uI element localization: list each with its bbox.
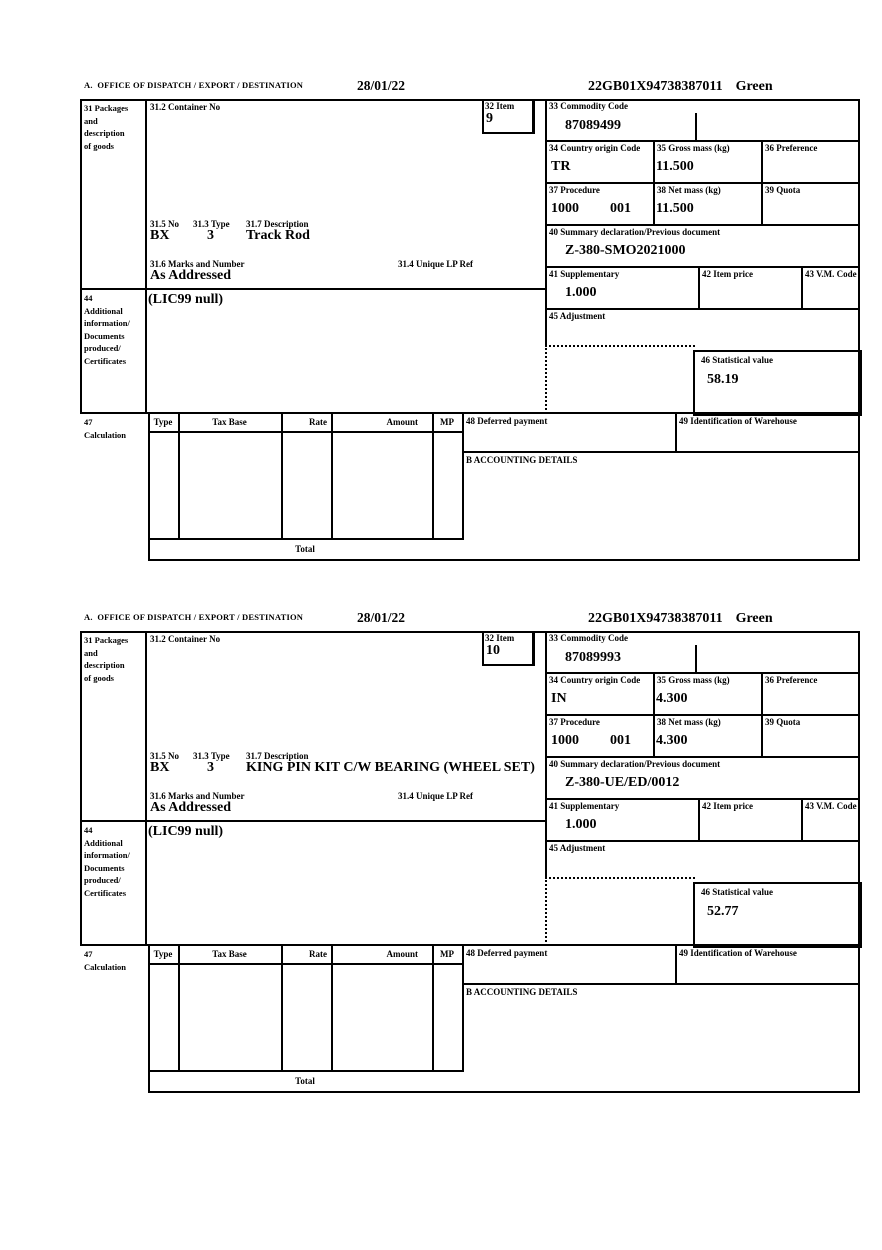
box42-43-divider — [801, 798, 803, 842]
box38-label: 38 Net mass (kg) — [657, 185, 721, 195]
accounting-details-label: B ACCOUNTING DETAILS — [466, 455, 578, 465]
table-header-divider — [148, 963, 462, 965]
gross-mass-value: 11.500 — [656, 159, 694, 174]
form-right-border — [858, 631, 860, 1093]
commodity-code-separator — [695, 645, 697, 674]
declaration-date: 28/01/22 — [357, 610, 406, 625]
box31-label: 31 Packages and description of goods — [84, 103, 129, 151]
form-bottom-border — [148, 559, 860, 561]
box41-bottom-divider — [545, 840, 860, 842]
box31-3-label: 31.3 Type — [193, 219, 230, 229]
box49-label: 49 Identification of Warehouse — [679, 416, 797, 426]
box41-42-divider — [698, 798, 700, 842]
package-no-value: BX — [150, 228, 170, 243]
box33-label: 33 Commodity Code — [549, 101, 628, 111]
procedure-value: 1000 — [551, 201, 579, 216]
office-of-dispatch-label: A. OFFICE OF DISPATCH / EXPORT / DESTINATION — [84, 612, 304, 622]
left-column-divider — [145, 631, 147, 946]
box35-36-divider — [761, 672, 763, 758]
box31-4-label: 31.4 Unique LP Ref — [398, 259, 474, 269]
box37-label: 37 Procedure — [549, 185, 600, 195]
package-type-value: 3 — [207, 760, 214, 775]
box49-label: 49 Identification of Warehouse — [679, 948, 797, 958]
country-origin-value: IN — [551, 691, 567, 706]
form-left-border — [80, 99, 82, 414]
previous-document-value: Z-380-UE/ED/0012 — [565, 775, 680, 790]
box37-label: 37 Procedure — [549, 717, 600, 727]
box44-top-divider — [80, 820, 547, 822]
table-body-bottom-divider — [148, 1070, 462, 1072]
total-label: Total — [295, 544, 315, 554]
box48-bottom-divider — [462, 983, 860, 985]
box31-3-label: 31.3 Type — [193, 751, 230, 761]
box41-label: 41 Supplementary — [549, 801, 620, 811]
form-right-border — [858, 99, 860, 561]
box31-5-label: 31.5 No — [150, 751, 179, 761]
taxbase-column-divider — [281, 944, 283, 1072]
declaration-item-section-2 — [80, 612, 860, 1094]
dotted-top-divider — [545, 877, 695, 879]
amount-column-divider — [432, 944, 434, 1072]
box34-row-divider — [545, 182, 860, 184]
box34-label: 34 Country origin Code — [549, 675, 641, 685]
box40-bottom-divider — [545, 798, 860, 800]
box31-6-label: 31.6 Marks and Number — [150, 259, 245, 269]
table-header-tax-base: Tax Base — [212, 417, 247, 427]
commodity-code-value: 87089993 — [565, 650, 621, 665]
additional-info-value: (LIC99 null) — [148, 292, 224, 307]
box34-row-divider — [545, 714, 860, 716]
table-body-bottom-divider — [148, 538, 462, 540]
declaration-date: 28/01/22 — [357, 78, 406, 93]
type-column-divider — [178, 944, 180, 1072]
box40-bottom-divider — [545, 266, 860, 268]
dotted-top-divider — [545, 345, 695, 347]
net-mass-value: 11.500 — [656, 201, 694, 216]
gross-mass-value: 4.300 — [656, 691, 688, 706]
box45-label: 45 Adjustment — [549, 843, 606, 853]
box32-right-border — [532, 631, 535, 666]
item-number-value: 10 — [486, 643, 500, 658]
box39-label: 39 Quota — [765, 717, 801, 727]
table-right-border — [462, 412, 464, 540]
box42-label: 42 Item price — [702, 801, 753, 811]
box35-36-divider — [761, 140, 763, 226]
box33-bottom-divider — [545, 140, 860, 142]
accounting-details-label: B ACCOUNTING DETAILS — [466, 987, 578, 997]
table-header-amount: Amount — [386, 949, 418, 959]
box31-5-label: 31.5 No — [150, 219, 179, 229]
left-column-divider — [145, 99, 147, 414]
box34-35-divider — [653, 672, 655, 758]
box40-label: 40 Summary declaration/Previous document — [549, 227, 721, 237]
box44-label: 44 Additional information/ Documents produced/ Certificates — [84, 825, 130, 898]
box37-row-divider — [545, 756, 860, 758]
form-top-border — [80, 631, 860, 633]
box43-label: 43 V.M. Code — [805, 269, 857, 279]
table-header-mp: MP — [440, 417, 454, 427]
box48-bottom-divider — [462, 451, 860, 453]
table-header-amount: Amount — [386, 417, 418, 427]
declaration-reference — [588, 79, 773, 95]
table-header-tax-base: Tax Base — [212, 949, 247, 959]
box36-label: 36 Preference — [765, 675, 818, 685]
marks-value: As Addressed — [150, 800, 232, 815]
box32-left-border — [482, 631, 484, 666]
table-header-divider — [148, 431, 462, 433]
box37-row-divider — [545, 224, 860, 226]
box42-43-divider — [801, 266, 803, 310]
box41-42-divider — [698, 266, 700, 310]
statistical-value: 52.77 — [707, 904, 739, 919]
box48-label: 48 Deferred payment — [466, 948, 548, 958]
box47-label: 47 Calculation — [84, 949, 127, 972]
procedure-value: 1000 — [551, 733, 579, 748]
rate-column-divider — [331, 944, 333, 1072]
dotted-left-divider — [545, 877, 547, 946]
marks-value: As Addressed — [150, 268, 232, 283]
table-header-rate: Rate — [309, 417, 327, 427]
box48-49-divider — [675, 944, 677, 985]
box44-top-divider — [80, 288, 547, 290]
amount-column-divider — [432, 412, 434, 540]
country-origin-value: TR — [551, 159, 571, 174]
procedure-extra-value: 001 — [610, 201, 631, 216]
box48-49-divider — [675, 412, 677, 453]
statistical-value: 58.19 — [707, 372, 739, 387]
box46-label: 46 Statistical value — [701, 887, 773, 897]
mrn-reference: 22GB01X94738387011 — [588, 611, 723, 626]
supplementary-value: 1.000 — [565, 285, 597, 300]
box31-2-label: 31.2 Container No — [150, 102, 221, 112]
box31-label: 31 Packages and description of goods — [84, 635, 129, 683]
box35-label: 35 Gross mass (kg) — [657, 143, 730, 153]
office-of-dispatch-label: A. OFFICE OF DISPATCH / EXPORT / DESTINATION — [84, 80, 304, 90]
commodity-code-separator — [695, 113, 697, 142]
box39-label: 39 Quota — [765, 185, 801, 195]
table-header-type: Type — [153, 949, 173, 959]
table-header-rate: Rate — [309, 949, 327, 959]
box46-label: 46 Statistical value — [701, 355, 773, 365]
package-type-value: 3 — [207, 228, 214, 243]
declaration-reference — [588, 611, 773, 627]
mrn-reference: 22GB01X94738387011 — [588, 79, 723, 94]
form-bottom-border — [148, 1091, 860, 1093]
table-header-mp: MP — [440, 949, 454, 959]
procedure-extra-value: 001 — [610, 733, 631, 748]
commodity-code-value: 87089499 — [565, 118, 621, 133]
box43-label: 43 V.M. Code — [805, 801, 857, 811]
type-column-divider — [178, 412, 180, 540]
box33-bottom-divider — [545, 672, 860, 674]
net-mass-value: 4.300 — [656, 733, 688, 748]
box44-label: 44 Additional information/ Documents produced/ Certificates — [84, 293, 130, 366]
box48-label: 48 Deferred payment — [466, 416, 548, 426]
box34-35-divider — [653, 140, 655, 226]
package-no-value: BX — [150, 760, 170, 775]
previous-document-value: Z-380-SMO2021000 — [565, 243, 686, 258]
goods-description-value: Track Rod — [246, 228, 310, 243]
box47-label: 47 Calculation — [84, 417, 127, 440]
routing-status: Green — [735, 611, 773, 626]
box32-bottom-border — [482, 664, 535, 666]
box31-2-label: 31.2 Container No — [150, 634, 221, 644]
box31-7-label: 31.7 Description — [246, 219, 309, 229]
form-left-border — [80, 631, 82, 946]
box32-left-border — [482, 99, 484, 134]
table-right-border — [462, 944, 464, 1072]
form-top-border — [80, 99, 860, 101]
declaration-item-section-1 — [80, 80, 860, 562]
additional-info-value: (LIC99 null) — [148, 824, 224, 839]
box32-label: 32 Item — [485, 101, 515, 111]
table-header-type: Type — [153, 417, 173, 427]
box42-label: 42 Item price — [702, 269, 753, 279]
routing-status: Green — [735, 79, 773, 94]
box34-label: 34 Country origin Code — [549, 143, 641, 153]
total-label: Total — [295, 1076, 315, 1086]
box32-label: 32 Item — [485, 633, 515, 643]
box31-7-label: 31.7 Description — [246, 751, 309, 761]
item-number-value: 9 — [486, 111, 493, 126]
box36-label: 36 Preference — [765, 143, 818, 153]
dotted-left-divider — [545, 345, 547, 414]
box41-bottom-divider — [545, 308, 860, 310]
rate-column-divider — [331, 412, 333, 540]
goods-description-value: KING PIN KIT C/W BEARING (WHEEL SET) — [246, 760, 535, 775]
box32-bottom-border — [482, 132, 535, 134]
box31-6-label: 31.6 Marks and Number — [150, 791, 245, 801]
box35-label: 35 Gross mass (kg) — [657, 675, 730, 685]
box33-label: 33 Commodity Code — [549, 633, 628, 643]
box45-label: 45 Adjustment — [549, 311, 606, 321]
box31-4-label: 31.4 Unique LP Ref — [398, 791, 474, 801]
box32-right-border — [532, 99, 535, 134]
box38-label: 38 Net mass (kg) — [657, 717, 721, 727]
box40-label: 40 Summary declaration/Previous document — [549, 759, 721, 769]
box41-label: 41 Supplementary — [549, 269, 620, 279]
taxbase-column-divider — [281, 412, 283, 540]
supplementary-value: 1.000 — [565, 817, 597, 832]
